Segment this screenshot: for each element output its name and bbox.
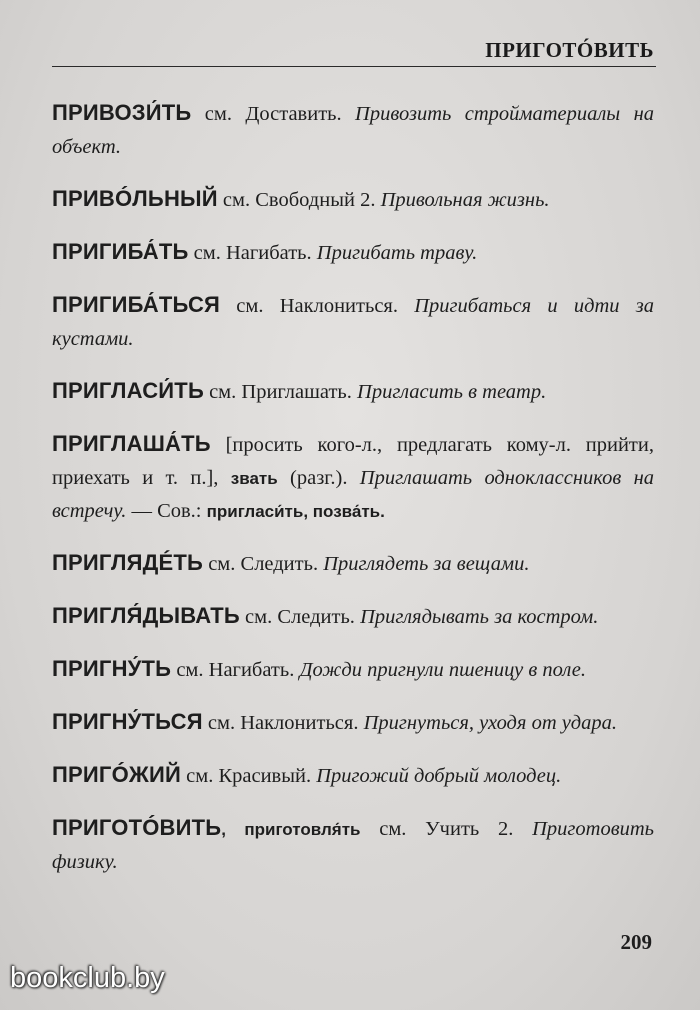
entry-prigliadyvat <box>52 599 654 634</box>
headword: ПРИГЛАША́ТЬ <box>52 431 211 456</box>
usage-example: Пригибаться и идти за кустами. <box>52 295 654 350</box>
headword: ПРИГОТÓВИТЬ <box>52 815 222 840</box>
usage-example: Пригибать траву. <box>316 242 478 264</box>
entry-list <box>52 96 654 897</box>
usage-example: Дожди пригнули пшеницу в поле. <box>299 659 587 681</box>
cross-reference: см. Красивый. <box>181 765 317 787</box>
usage-example: Пригожий добрый молодец. <box>316 765 562 787</box>
cross-reference: см. Наклониться. <box>202 712 364 734</box>
usage-example: Пригнуться, уходя от удара. <box>363 712 618 734</box>
sov-label: — Сов.: <box>126 500 207 522</box>
entry-prignut <box>52 652 654 687</box>
headword: ПРИГИБА́ТЬСЯ <box>52 292 221 317</box>
variant-form: , приготовля́ть <box>221 820 361 839</box>
definition: [просить кого-л., предлагать кому-л. прийти, приехать и т. п.], <box>52 434 654 489</box>
usage-example: Приглядеть за вещами. <box>323 553 530 575</box>
usage-example: Приглашать одноклассников на встречу. <box>52 467 654 522</box>
usage-example: Приготовить физику. <box>52 818 654 873</box>
watermark: bookclub.by <box>10 962 165 994</box>
entry-prigibatsya <box>52 288 654 356</box>
synonym: звать <box>230 469 278 488</box>
cross-reference: см. Свободный 2. <box>217 189 381 211</box>
headword: ПРИГИБА́ТЬ <box>52 239 189 264</box>
cross-reference: см. Следить. <box>203 553 324 575</box>
headword: ПРИГЛАСИ́ТЬ <box>52 378 204 403</box>
entry-priglashat <box>52 427 654 528</box>
headword: ПРИВÓЛЬНЫЙ <box>52 186 218 211</box>
entry-priglasit <box>52 374 654 409</box>
entry-privozit <box>52 96 654 164</box>
entry-prigliadet <box>52 546 654 581</box>
cross-reference: см. Нагибать. <box>171 659 300 681</box>
headword: ПРИГÓЖИЙ <box>52 762 181 787</box>
cross-reference: см. Учить 2. <box>360 818 533 840</box>
header-rule <box>52 66 656 67</box>
running-head: ПРИГОТÓВИТЬ <box>485 38 654 62</box>
usage-example: Привольная жизнь. <box>380 189 550 211</box>
cross-reference: см. Приглашать. <box>203 381 358 403</box>
sov-forms: пригласи́ть, позва́ть. <box>206 502 385 521</box>
cross-reference: см. Нагибать. <box>188 242 317 264</box>
synonym-note: (разг.). <box>277 467 360 489</box>
headword: ПРИГЛЯ́ДЫВАТЬ <box>52 603 240 628</box>
cross-reference: см. Доставить. <box>191 103 356 125</box>
cross-reference: см. Наклониться. <box>220 295 415 317</box>
usage-example: Привозить стройматериалы на объект. <box>52 103 654 158</box>
headword: ПРИВОЗИ́ТЬ <box>52 100 192 125</box>
usage-example: Приглядывать за костром. <box>360 606 599 628</box>
headword: ПРИГНУ́ТЬ <box>52 656 172 681</box>
headword: ПРИГЛЯДÉТЬ <box>52 550 204 575</box>
usage-example: Пригласить в театр. <box>357 381 547 403</box>
entry-prignutsya <box>52 705 654 740</box>
entry-prigibat <box>52 235 654 270</box>
entry-prigozhy <box>52 758 654 793</box>
entry-privolny <box>52 182 654 217</box>
headword: ПРИГНУ́ТЬСЯ <box>52 709 203 734</box>
entry-prigotovit <box>52 811 654 879</box>
cross-reference: см. Следить. <box>239 606 361 628</box>
page-number: 209 <box>620 930 652 954</box>
